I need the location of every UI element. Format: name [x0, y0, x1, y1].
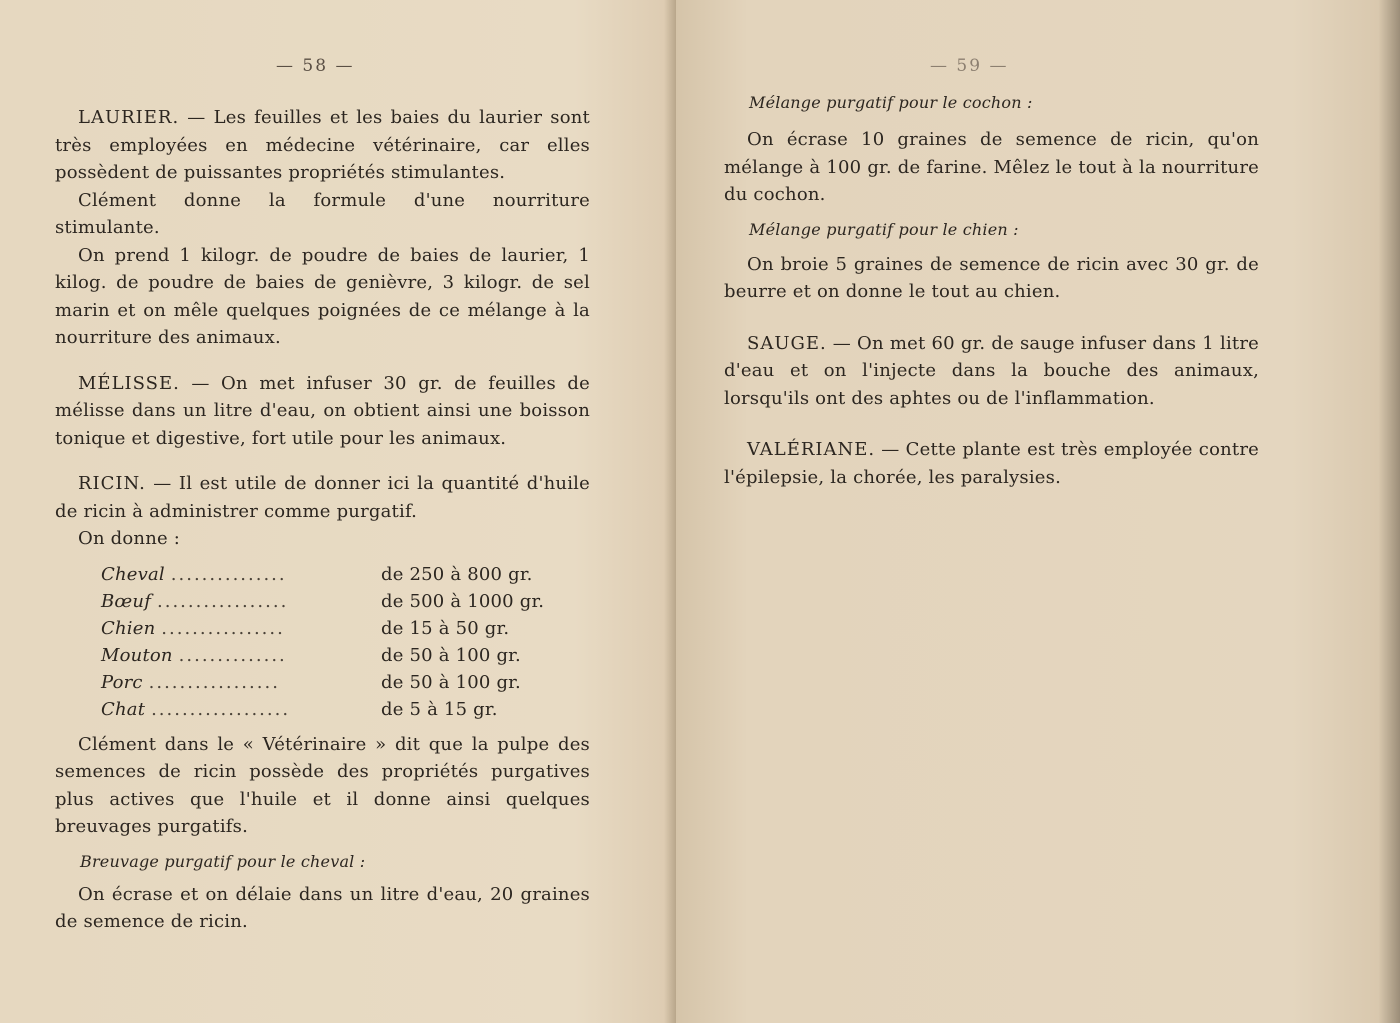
dose-row: Chien ................ de 15 à 50 gr.: [101, 615, 544, 642]
dose-table: [101, 561, 544, 723]
laurier-paragraph-2: Clément donne la formule d'une nourriture stimulante.: [55, 189, 590, 238]
right-page: [676, 0, 1400, 1023]
dose-animal: Cheval: [101, 563, 165, 585]
ricin-entry: [55, 470, 590, 525]
sauge-body: — On met 60 gr. de sauge infuser dans 1 litre d'eau et on l'injecte dans la bouche des animaux, lorsqu'ils ont des aphtes ou de l'inflammation.: [724, 332, 1259, 409]
subheading-cochon: Mélange purgatif pour le cochon :: [749, 93, 1033, 112]
melisse-entry: [55, 370, 590, 453]
page-number: — 58 —: [276, 56, 355, 76]
sauge-entry: [724, 330, 1259, 413]
chien-paragraph: On broie 5 graines de semence de ricin avec 30 gr. de beurre et on donne le tout au chien.: [724, 253, 1259, 302]
dose-row: Chat .................. de 5 à 15 gr.: [101, 696, 544, 723]
left-page-text: [55, 104, 590, 936]
cheval-paragraph: On écrase et on délaie dans un litre d'eau, 20 graines de semence de ricin.: [55, 883, 590, 932]
entry-heading-melisse: MÉLISSE.: [78, 372, 180, 394]
dose-animal: Chat: [101, 698, 146, 720]
left-page: [0, 0, 676, 1023]
laurier-entry: [55, 104, 590, 187]
subheading-chien: Mélange purgatif pour le chien :: [749, 219, 1019, 239]
entry-heading-ricin: RICIN.: [78, 473, 146, 494]
ricin-intro: On donne :: [78, 528, 181, 549]
valeriane-entry: [724, 436, 1259, 491]
dose-animal: Bœuf: [101, 590, 152, 612]
subheading-cheval: Breuvage purgatif pour le cheval :: [80, 851, 366, 871]
clement-paragraph: Clément dans le « Vétérinaire » dit que la pulpe des semences de ricin possède des propriétés purgatives plus actives que l'huile et il donne ainsi quelques breuvages purgatifs.: [55, 733, 590, 837]
dose-animal: Mouton: [101, 644, 173, 666]
laurier-paragraph-3: On prend 1 kilogr. de poudre de baies de laurier, 1 kilog. de poudre de baies de genièvre, 3 kilogr. de sel marin et on mêle quelques poignées de ce mélange à la nourriture des animaux.: [55, 244, 590, 348]
valeriane-body: — Cette plante est très employée contre l'épilepsie, la chorée, les paralysies.: [724, 439, 1259, 488]
dose-amount: de 500 à 1000 gr.: [381, 590, 545, 612]
dose-amount: de 50 à 100 gr.: [381, 644, 521, 666]
dose-amount: de 50 à 100 gr.: [381, 671, 521, 693]
dose-amount: de 15 à 50 gr.: [381, 617, 510, 639]
melisse-body: — On met infuser 30 gr. de feuilles de mélisse dans un litre d'eau, on obtient ainsi une boisson tonique et digestive, fort utile pour les animaux.: [55, 372, 590, 449]
entry-heading-sauge: SAUGE.: [747, 332, 827, 354]
dose-row: Bœuf ................. de 500 à 1000 gr.: [101, 588, 544, 615]
dose-animal: Porc: [101, 671, 143, 693]
dose-amount: de 5 à 15 gr.: [381, 698, 498, 720]
dose-row: Mouton .............. de 50 à 100 gr.: [101, 642, 544, 669]
page-number: — 59 —: [930, 56, 1009, 76]
right-page-text: [724, 90, 1259, 491]
entry-heading-laurier: LAURIER.: [78, 107, 180, 128]
laurier-body: — Les feuilles et les baies du laurier sont très employées en médecine vétérinaire, car elles possèdent de puissantes propriétés stimulantes.: [55, 107, 590, 183]
dose-animal: Chien: [101, 617, 156, 639]
entry-heading-valeriane: VALÉRIANE.: [747, 439, 876, 460]
dose-row: Cheval ............... de 250 à 800 gr.: [101, 561, 544, 588]
ricin-body: — Il est utile de donner ici la quantité d'huile de ricin à administrer comme purgatif.: [55, 473, 590, 522]
cochon-paragraph: On écrase 10 graines de semence de ricin, qu'on mélange à 100 gr. de farine. Mêlez le tout à la nourriture du cochon.: [724, 129, 1259, 205]
dose-row: Porc ................. de 50 à 100 gr.: [101, 669, 544, 696]
dose-amount: de 250 à 800 gr.: [381, 563, 533, 585]
